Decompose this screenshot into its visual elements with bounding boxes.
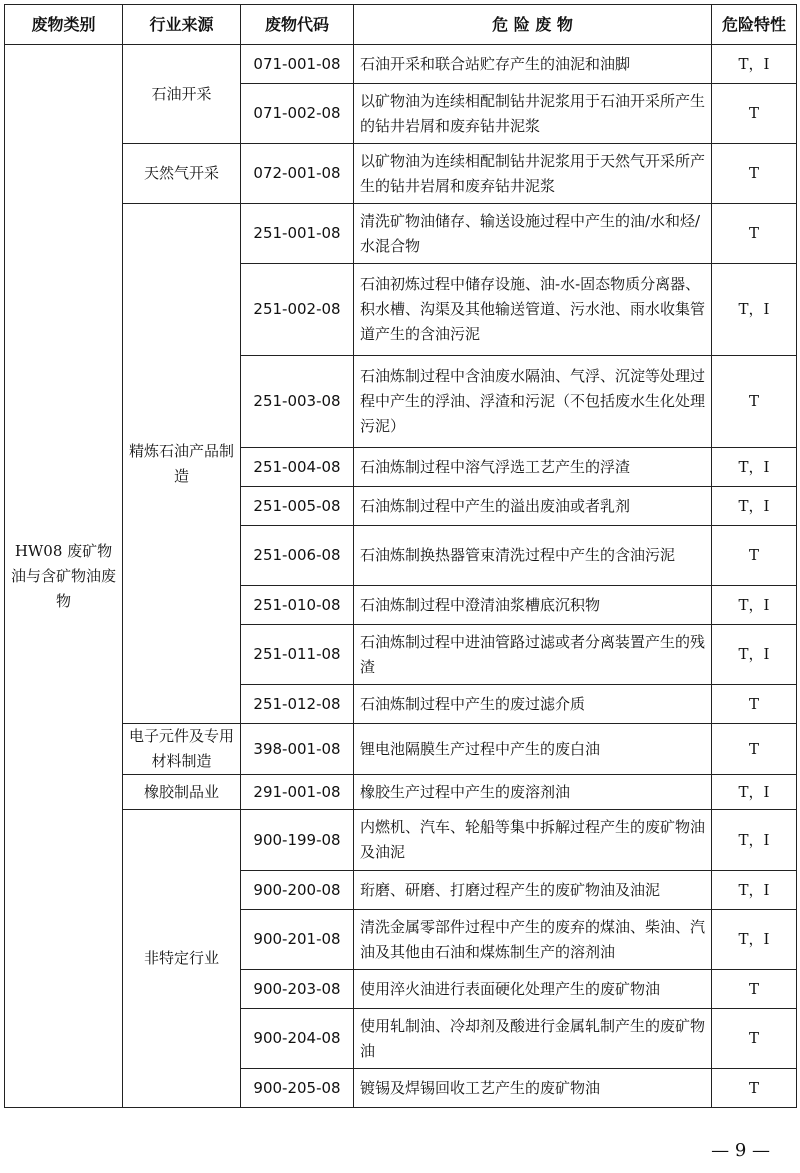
description-cell: 镀锡及焊锡回收工艺产生的废矿物油	[354, 1069, 712, 1108]
table-body	[5, 45, 797, 1108]
description-cell: 石油炼制过程中含油废水隔油、气浮、沉淀等处理过程中产生的浮油、浮渣和污泥（不包括废水生化处理污泥）	[354, 356, 712, 448]
property-cell: T，I	[712, 586, 797, 625]
header-waste: 危 险 废 物	[354, 5, 712, 45]
description-cell: 橡胶生产过程中产生的废溶剂油	[354, 775, 712, 810]
source-cell: 精炼石油产品制造	[123, 204, 241, 724]
table-row	[5, 810, 797, 871]
source-cell: 非特定行业	[123, 810, 241, 1108]
code-cell: 251-012-08	[241, 685, 354, 724]
hazardous-waste-table	[4, 4, 797, 1108]
description-cell: 以矿物油为连续相配制钻井泥浆用于天然气开采所产生的钻井岩屑和废弃钻井泥浆	[354, 144, 712, 204]
code-cell: 900-200-08	[241, 871, 354, 910]
header-source: 行业来源	[123, 5, 241, 45]
description-cell: 以矿物油为连续相配制钻井泥浆用于石油开采所产生的钻井岩屑和废弃钻井泥浆	[354, 84, 712, 144]
description-cell: 珩磨、研磨、打磨过程产生的废矿物油及油泥	[354, 871, 712, 910]
source-cell: 橡胶制品业	[123, 775, 241, 810]
property-cell: T，I	[712, 45, 797, 84]
code-cell: 251-006-08	[241, 526, 354, 586]
table-row	[5, 724, 797, 775]
property-cell: T	[712, 970, 797, 1009]
source-cell: 电子元件及专用材料制造	[123, 724, 241, 775]
property-cell: T，I	[712, 487, 797, 526]
code-cell: 251-011-08	[241, 625, 354, 685]
description-cell: 锂电池隔膜生产过程中产生的废白油	[354, 724, 712, 775]
header-code: 废物代码	[241, 5, 354, 45]
property-cell: T，I	[712, 910, 797, 970]
header-category: 废物类别	[5, 5, 123, 45]
property-cell: T，I	[712, 264, 797, 356]
code-cell: 251-002-08	[241, 264, 354, 356]
property-cell: T	[712, 526, 797, 586]
code-cell: 900-204-08	[241, 1009, 354, 1069]
property-cell: T，I	[712, 775, 797, 810]
table-row	[5, 204, 797, 264]
code-cell: 072-001-08	[241, 144, 354, 204]
description-cell: 石油炼制过程中产生的溢出废油或者乳剂	[354, 487, 712, 526]
code-cell: 251-001-08	[241, 204, 354, 264]
description-cell: 清洗矿物油储存、输送设施过程中产生的油/水和烃/水混合物	[354, 204, 712, 264]
property-cell: T	[712, 685, 797, 724]
code-cell: 251-003-08	[241, 356, 354, 448]
code-cell: 251-004-08	[241, 448, 354, 487]
description-cell: 石油炼制过程中产生的废过滤介质	[354, 685, 712, 724]
description-cell: 石油炼制换热器管束清洗过程中产生的含油污泥	[354, 526, 712, 586]
property-cell: T	[712, 724, 797, 775]
code-cell: 900-201-08	[241, 910, 354, 970]
code-cell: 900-203-08	[241, 970, 354, 1009]
property-cell: T，I	[712, 625, 797, 685]
property-cell: T，I	[712, 871, 797, 910]
table-row	[5, 144, 797, 204]
description-cell: 石油初炼过程中储存设施、油-水-固态物质分离器、积水槽、沟渠及其他输送管道、污水池、雨水收集管道产生的含油污泥	[354, 264, 712, 356]
description-cell: 石油开采和联合站贮存产生的油泥和油脚	[354, 45, 712, 84]
property-cell: T，I	[712, 448, 797, 487]
table-header-row	[5, 5, 797, 45]
code-cell: 251-010-08	[241, 586, 354, 625]
description-cell: 清洗金属零部件过程中产生的废弃的煤油、柴油、汽油及其他由石油和煤炼制生产的溶剂油	[354, 910, 712, 970]
description-cell: 石油炼制过程中进油管路过滤或者分离装置产生的残渣	[354, 625, 712, 685]
category-cell: HW08 废矿物油与含矿物油废物	[5, 45, 123, 1108]
description-cell: 内燃机、汽车、轮船等集中拆解过程产生的废矿物油及油泥	[354, 810, 712, 871]
code-cell: 291-001-08	[241, 775, 354, 810]
property-cell: T	[712, 204, 797, 264]
property-cell: T	[712, 144, 797, 204]
code-cell: 900-205-08	[241, 1069, 354, 1108]
description-cell: 使用淬火油进行表面硬化处理产生的废矿物油	[354, 970, 712, 1009]
property-cell: T	[712, 356, 797, 448]
property-cell: T	[712, 84, 797, 144]
code-cell: 398-001-08	[241, 724, 354, 775]
description-cell: 使用轧制油、冷却剂及酸进行金属轧制产生的废矿物油	[354, 1009, 712, 1069]
code-cell: 251-005-08	[241, 487, 354, 526]
page-number: — 9 —	[711, 1140, 770, 1161]
property-cell: T	[712, 1009, 797, 1069]
source-cell: 天然气开采	[123, 144, 241, 204]
description-cell: 石油炼制过程中溶气浮选工艺产生的浮渣	[354, 448, 712, 487]
source-cell: 石油开采	[123, 45, 241, 144]
code-cell: 071-002-08	[241, 84, 354, 144]
code-cell: 900-199-08	[241, 810, 354, 871]
description-cell: 石油炼制过程中澄清油浆槽底沉积物	[354, 586, 712, 625]
property-cell: T	[712, 1069, 797, 1108]
property-cell: T，I	[712, 810, 797, 871]
table-row	[5, 45, 797, 84]
table-row	[5, 775, 797, 810]
header-property: 危险特性	[712, 5, 797, 45]
code-cell: 071-001-08	[241, 45, 354, 84]
